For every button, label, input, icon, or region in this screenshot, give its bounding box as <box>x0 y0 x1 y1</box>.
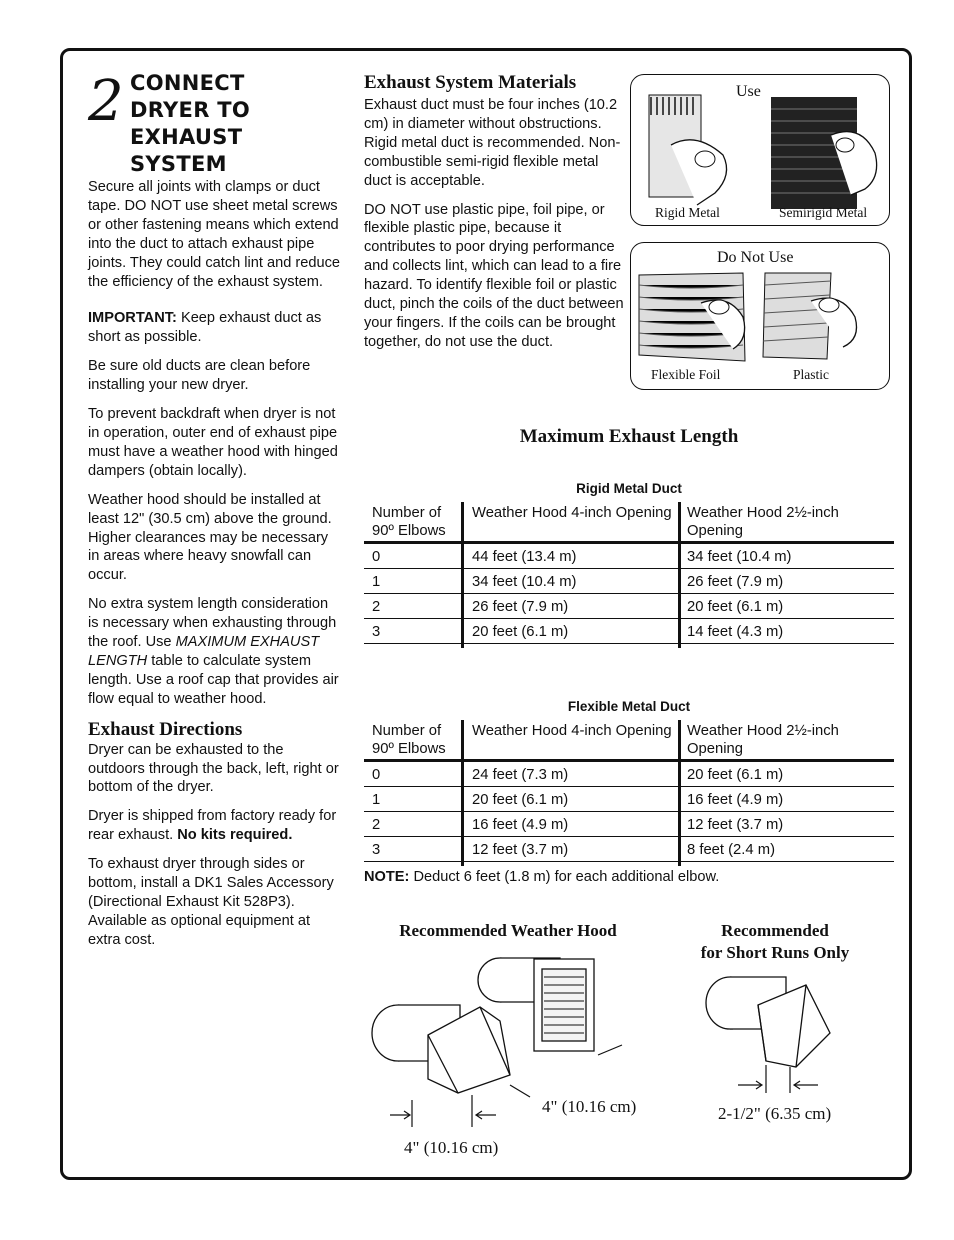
exhaust-directions-heading: Exhaust Directions <box>88 718 243 740</box>
do-not-use-title: Do Not Use <box>717 249 794 266</box>
kit-paragraph: To exhaust dryer through sides or bottom, install a DK1 Sales Accessory (Directional Exhaust Kit 528P3). Available as optional equipment at extra cost. <box>88 856 334 948</box>
materials-heading: Exhaust System Materials <box>364 72 577 93</box>
short-hood-dimension: 2-1/2" (6.35 cm) <box>718 1104 832 1123</box>
directions-paragraph: Dryer can be exhausted to the outdoors through the back, left, right or bottom of the dryer. <box>88 741 339 796</box>
do-not-use-duct-illustration <box>630 242 890 390</box>
clean-ducts-paragraph: Be sure old ducts are clean before installing your new dryer. <box>88 358 311 394</box>
step-number: 2 <box>88 69 124 134</box>
use-duct-illustration <box>630 74 890 226</box>
louvered-hood-dimension: 4" (10.16 cm) <box>542 1097 637 1116</box>
column-divider <box>678 720 681 866</box>
hood-height-paragraph: Weather hood should be installed at least 12" (30.5 cm) above the ground. Higher clearances may be necessary in areas where heavy snowfall can occur. <box>88 491 332 584</box>
joints-paragraph: Secure all joints with clamps or duct tape. DO NOT use sheet metal screws or other fastening means which extend into the duct to attach exhaust pipe joints. They could catch lint and reduce the efficiency of the exhaust system. <box>88 179 341 290</box>
recommended-hood-heading: Recommended Weather Hood <box>399 921 617 940</box>
table-row: 3 20 feet (6.1 m) 14 feet (4.3 m) <box>364 619 894 644</box>
table-header <box>364 718 894 762</box>
materials-paragraph-2: DO NOT use plastic pipe, foil pipe, or flexible plastic pipe, because it contributes to poor drying performance and collects lint, which can lead to a fire hazard. To identify flexible foil or plastic duct, pinch the coils of the duct between your fingers. If the coils can be brought together, do not use the duct. <box>364 201 624 350</box>
table-row: 0 44 feet (13.4 m) 34 feet (10.4 m) <box>364 544 894 569</box>
table-row: 1 20 feet (6.1 m) 16 feet (4.9 m) <box>364 787 894 812</box>
backdraft-paragraph: To prevent backdraft when dryer is not in operation, outer end of exhaust pipe must have a weather hood with hinged dampers (obtain locally). <box>88 406 338 479</box>
rigid-metal-caption: Rigid Metal <box>655 205 720 220</box>
table-note: NOTE: Deduct 6 feet (1.8 m) for each additional elbow. <box>364 869 720 885</box>
table-row: 3 12 feet (3.7 m) 8 feet (2.4 m) <box>364 837 894 862</box>
column-divider <box>461 502 464 648</box>
flexible-duct-table <box>364 718 894 862</box>
header-elbows: Number of 90º Elbows <box>372 505 446 539</box>
left-column <box>88 178 342 960</box>
table-row: 1 34 feet (10.4 m) 26 feet (7.9 m) <box>364 569 894 594</box>
header-4in: Weather Hood 4-inch Opening <box>472 505 672 521</box>
plastic-caption: Plastic <box>793 367 829 382</box>
column-divider <box>461 720 464 866</box>
header-elbows: Number of 90º Elbows <box>372 723 446 757</box>
use-title: Use <box>736 83 761 100</box>
factory-paragraph: Dryer is shipped from factory ready for rear exhaust. No kits required. <box>88 808 337 844</box>
rigid-duct-table <box>364 500 894 644</box>
flexible-table-title: Flexible Metal Duct <box>567 699 691 714</box>
short-runs-heading: Recommended for Short Runs Only <box>700 921 850 962</box>
materials-text <box>364 96 626 362</box>
max-length-heading: Maximum Exhaust Length <box>519 426 739 447</box>
roof-paragraph: No extra system length consideration is necessary when exhausting through the roof. Use MAXIMUM EXHAUST LENGTH table to calculate system length. Use a roof cap that provides air flow equal to weather hood. <box>88 596 339 707</box>
materials-paragraph-1: Exhaust duct must be four inches (10.2 cm) in diameter without obstructions. Rigid metal duct is recommended. Non-combustible semi-rigid flexible metal duct is acceptable. <box>364 97 621 189</box>
flexible-foil-caption: Flexible Foil <box>651 367 721 382</box>
hood-dimension: 4" (10.16 cm) <box>404 1138 499 1157</box>
table-row: 0 24 feet (7.3 m) 20 feet (6.1 m) <box>364 762 894 787</box>
header-2-5in: Weather Hood 2½-inch Opening <box>687 723 839 757</box>
important-paragraph: IMPORTANT: Keep exhaust duct as short as possible. <box>88 310 322 346</box>
short-run-hood-drawing <box>700 975 870 1095</box>
table-header <box>364 500 894 544</box>
table-row: 2 16 feet (4.9 m) 12 feet (3.7 m) <box>364 812 894 837</box>
rigid-table-title: Rigid Metal Duct <box>576 481 682 496</box>
header-2-5in: Weather Hood 2½-inch Opening <box>687 505 839 539</box>
table-row: 2 26 feet (7.9 m) 20 feet (6.1 m) <box>364 594 894 619</box>
column-divider <box>678 502 681 648</box>
semirigid-metal-caption: Semirigid Metal <box>779 205 868 220</box>
step-title: CONNECT DRYER TO EXHAUST SYSTEM <box>130 71 251 176</box>
duct-drawing <box>631 75 890 226</box>
header-4in: Weather Hood 4-inch Opening <box>472 723 672 739</box>
